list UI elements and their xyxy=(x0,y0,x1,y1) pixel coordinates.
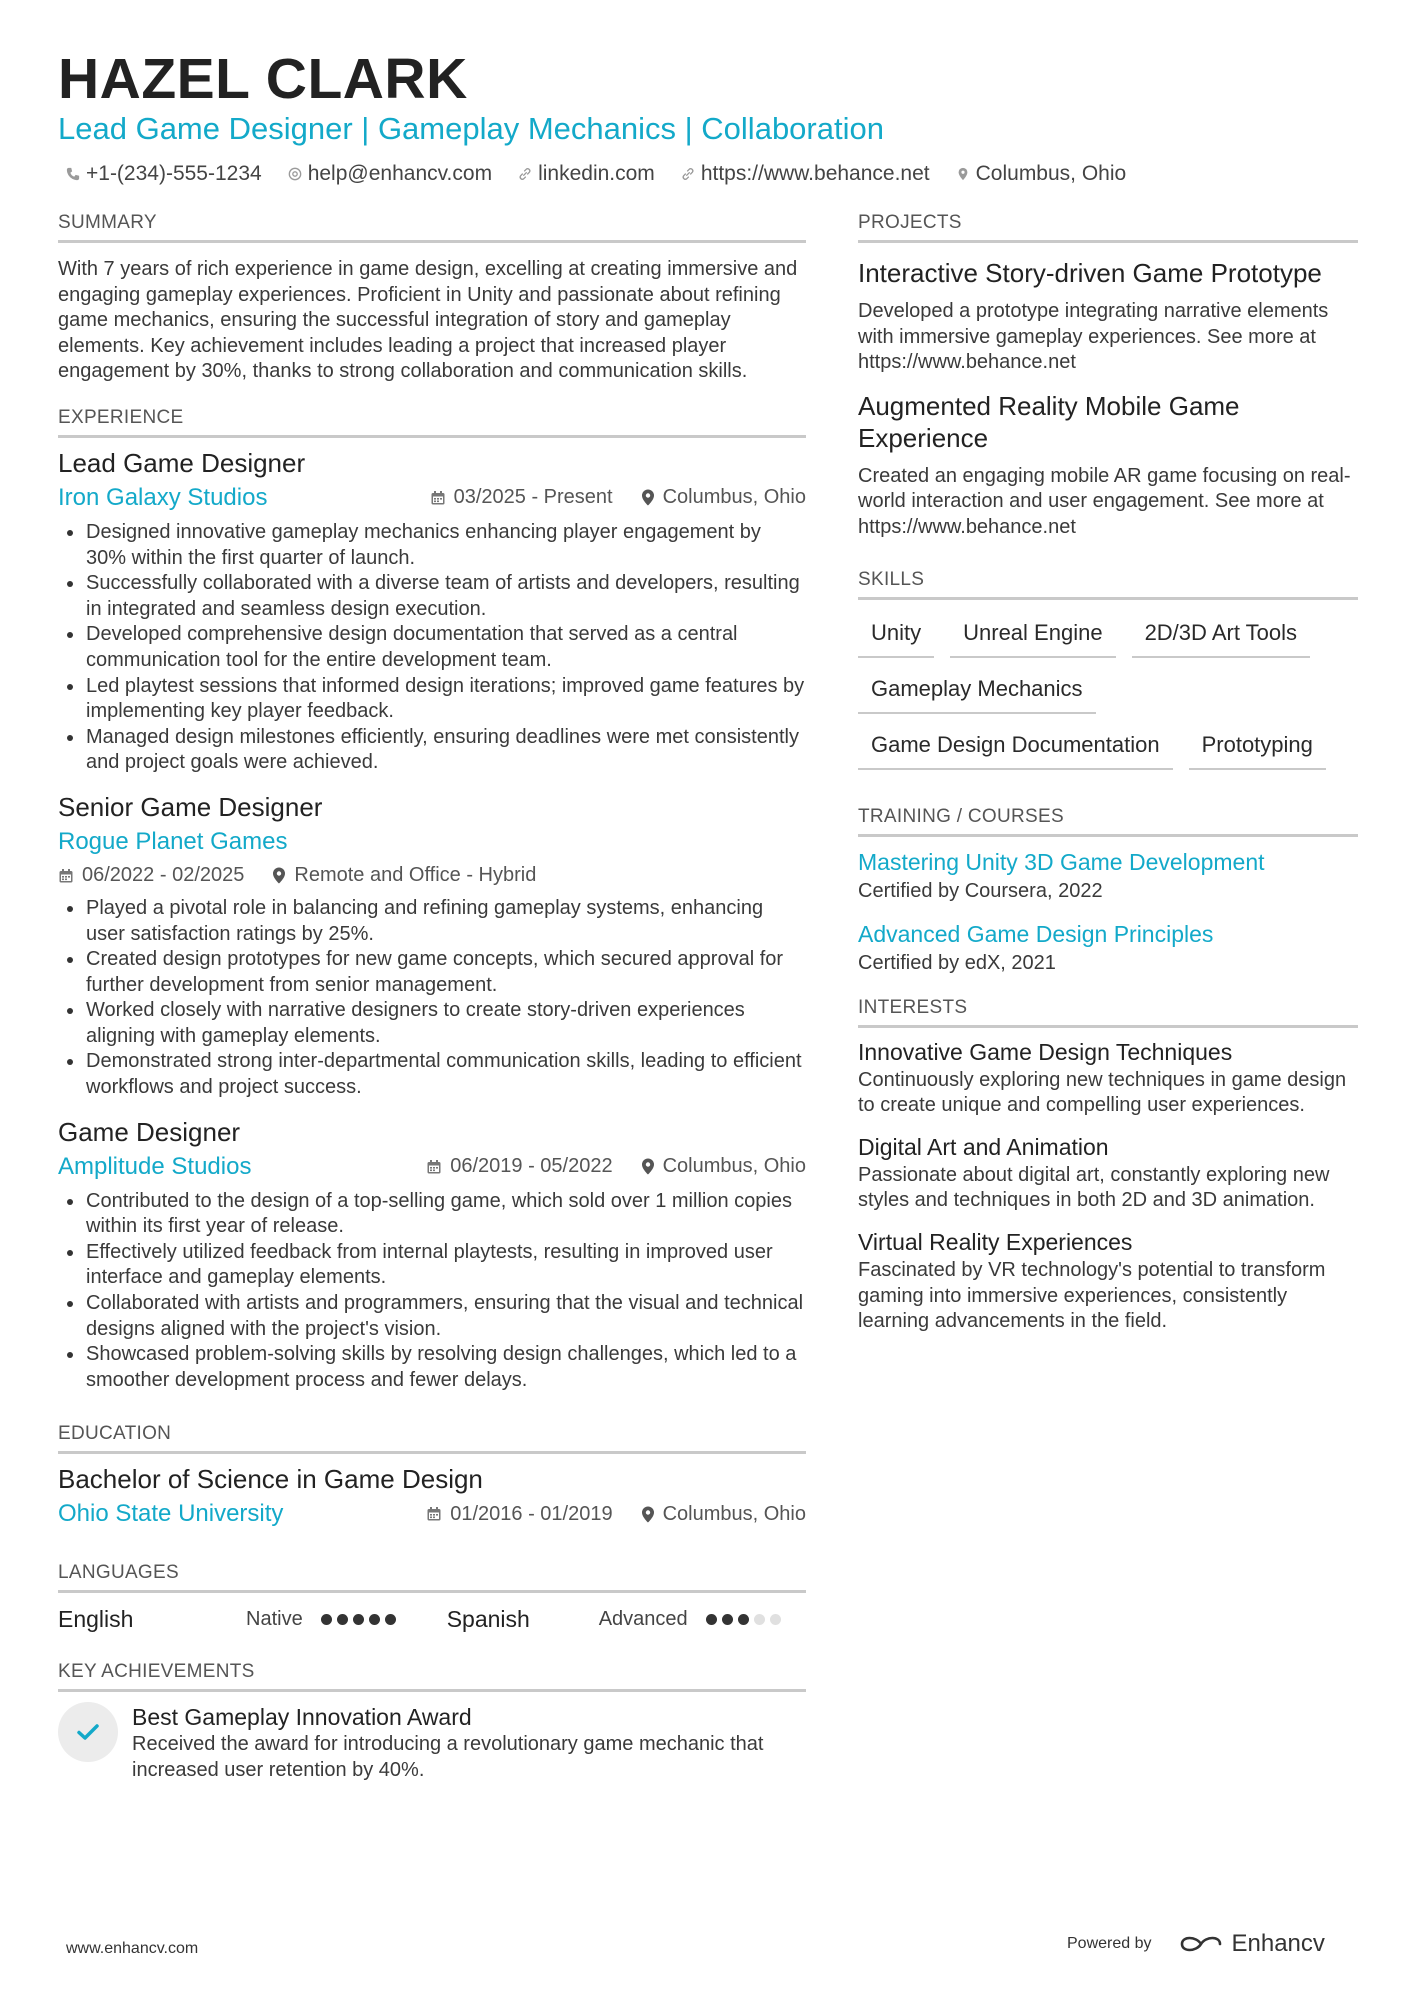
language-level: Advanced xyxy=(598,1607,688,1630)
contact-linkedin[interactable] xyxy=(518,162,655,186)
contact-phone-text: +1-(234)-555-1234 xyxy=(86,162,262,185)
job-location-text: Columbus, Ohio xyxy=(662,486,806,509)
job-role: Game Designer xyxy=(58,1116,241,1147)
experience-section xyxy=(58,407,806,1393)
skills-section xyxy=(858,569,1358,770)
job-meta-row xyxy=(58,1149,806,1185)
job-meta-row xyxy=(58,480,806,516)
job-bullet: Played a pivotal role in balancing and refining gameplay systems, enhancing user satisfaction ratings by 25%. xyxy=(58,896,806,947)
contact-phone[interactable] xyxy=(66,162,262,186)
footer-branding xyxy=(1067,1930,1325,1958)
job-location xyxy=(641,486,806,509)
rating-dot xyxy=(385,1614,396,1625)
job-location-text: Remote and Office - Hybrid xyxy=(294,864,537,887)
experience-heading: EXPERIENCE xyxy=(58,407,806,438)
education-dates xyxy=(426,1503,612,1526)
skill-tag: Game Design Documentation xyxy=(858,726,1173,770)
job-bullet: Managed design milestones efficiently, ensuring deadlines were met consistently and project goals were achieved. xyxy=(58,725,806,776)
project-item xyxy=(858,257,1358,376)
job-bullet: Successfully collaborated with a diverse team of artists and developers, resulting in integrated and seamless design execution. xyxy=(58,571,806,622)
location-icon xyxy=(272,867,286,884)
course-item xyxy=(858,919,1358,977)
course-provider: Certified by Coursera, 2022 xyxy=(858,879,1103,902)
contact-location-text: Columbus, Ohio xyxy=(975,162,1127,185)
contact-behance[interactable] xyxy=(681,162,930,186)
location-icon xyxy=(956,167,970,181)
location-icon xyxy=(641,489,655,506)
languages-row xyxy=(58,1599,806,1639)
rating-dot xyxy=(353,1614,364,1625)
right-column xyxy=(858,212,1358,1335)
job-bullet: Worked closely with narrative designers to create story-driven experiences aligning with gameplay elements. xyxy=(58,998,806,1049)
course-title: Advanced Game Design Principles xyxy=(858,920,1214,947)
rating-dot xyxy=(706,1614,717,1625)
contact-bar xyxy=(66,162,1126,186)
interest-title: Innovative Game Design Techniques xyxy=(858,1038,1233,1065)
job-meta xyxy=(58,864,536,887)
skill-tag: Gameplay Mechanics xyxy=(858,670,1096,714)
achievement-item xyxy=(58,1702,806,1783)
education-dates-text: 01/2016 - 01/2019 xyxy=(450,1502,613,1525)
candidate-tagline: Lead Game Designer | Gameplay Mechanics | Collaboration xyxy=(58,111,884,146)
skills-list xyxy=(858,614,1358,770)
job-meta xyxy=(426,1155,806,1178)
job-bullet: Designed innovative gameplay mechanics enhancing player engagement by 30% within the first quarter of launch. xyxy=(58,520,806,571)
job-bullet: Contributed to the design of a top-selling game, which sold over 1 million copies within its first year of release. xyxy=(58,1189,806,1240)
candidate-name: HAZEL CLARK xyxy=(58,47,468,111)
achievement-body xyxy=(132,1702,806,1783)
project-text: Developed a prototype integrating narrative elements with immersive gameplay experiences. See more at https://www.behance.net xyxy=(858,300,1329,374)
interest-title: Virtual Reality Experiences xyxy=(858,1228,1133,1255)
enhancv-logo-text: Enhancv xyxy=(1231,1930,1325,1957)
rating-dot xyxy=(770,1614,781,1625)
education-school: Ohio State University xyxy=(58,1500,284,1528)
rating-dot xyxy=(337,1614,348,1625)
language-name: English xyxy=(58,1605,134,1632)
training-section xyxy=(858,806,1358,977)
skill-tag: Unity xyxy=(858,614,934,658)
calendar-icon xyxy=(426,1159,442,1175)
education-meta-row xyxy=(58,1496,806,1532)
checkmark-icon xyxy=(58,1702,118,1762)
achievement-title: Best Gameplay Innovation Award xyxy=(132,1704,472,1731)
rating-dot xyxy=(321,1614,332,1625)
phone-icon xyxy=(66,167,80,181)
interest-item xyxy=(858,1036,1358,1119)
interest-text: Passionate about digital art, constantly exploring new styles and techniques in both 2D and 3D animation. xyxy=(858,1163,1330,1212)
project-title: Interactive Story-driven Game Prototype xyxy=(858,258,1322,288)
contact-behance-text: https://www.behance.net xyxy=(700,162,930,185)
education-location-text: Columbus, Ohio xyxy=(662,1502,806,1525)
skill-tag: Unreal Engine xyxy=(950,614,1115,658)
job-bullets xyxy=(58,1189,806,1394)
course-title: Mastering Unity 3D Game Development xyxy=(858,848,1265,875)
rating-dot xyxy=(369,1614,380,1625)
job-bullet: Created design prototypes for new game concepts, which secured approval for further development from senior management. xyxy=(58,947,806,998)
language-rating xyxy=(706,1614,786,1625)
achievements-heading: KEY ACHIEVEMENTS xyxy=(58,1661,806,1692)
contact-email[interactable] xyxy=(288,162,492,186)
interest-item xyxy=(858,1226,1358,1335)
job-bullet: Effectively utilized feedback from internal playtests, resulting in improved user interface and gameplay elements. xyxy=(58,1240,806,1291)
enhancv-logo[interactable] xyxy=(1178,1930,1325,1958)
at-icon xyxy=(288,167,302,181)
projects-heading: PROJECTS xyxy=(858,212,1358,243)
footer-website[interactable]: www.enhancv.com xyxy=(66,1940,199,1957)
job-location xyxy=(641,1155,806,1178)
job-meta-row xyxy=(58,860,806,892)
skill-tag: 2D/3D Art Tools xyxy=(1132,614,1310,658)
education-section xyxy=(58,1423,806,1532)
language-name: Spanish xyxy=(446,1605,530,1632)
job-dates-text: 06/2022 - 02/2025 xyxy=(82,864,245,887)
skill-tag: Prototyping xyxy=(1189,726,1326,770)
job-meta xyxy=(430,486,806,509)
language-level: Native xyxy=(246,1607,303,1630)
summary-text: With 7 years of rich experience in game design, excelling at creating immersive and engaging gameplay experiences. Proficient in Unity and passionate about refining game mechanics, ensuring the successful integration of story and gameplay elements. Key achievement includes leading a project that increased player engagement by 30%, thanks to strong collaboration and communication skills. xyxy=(58,258,798,383)
achievements-section xyxy=(58,1661,806,1783)
project-item xyxy=(858,390,1358,541)
contact-location xyxy=(956,162,1127,186)
achievement-text: Received the award for introducing a revolutionary game mechanic that increased user retention by 40%. xyxy=(132,1733,764,1781)
skills-heading: SKILLS xyxy=(858,569,1358,600)
language-rating xyxy=(321,1614,447,1625)
rating-dot xyxy=(722,1614,733,1625)
job-location-text: Columbus, Ohio xyxy=(662,1155,806,1178)
rating-dot xyxy=(754,1614,765,1625)
job-company: Iron Galaxy Studios xyxy=(58,483,268,511)
course-item xyxy=(858,847,1358,905)
education-location xyxy=(641,1503,806,1526)
interest-text: Continuously exploring new techniques in game design to create unique and compelling user experiences. xyxy=(858,1068,1347,1117)
location-icon xyxy=(641,1158,655,1175)
job-role: Lead Game Designer xyxy=(58,447,306,478)
experience-item xyxy=(58,446,806,776)
job-bullet: Collaborated with artists and programmers, ensuring that the visual and technical designs aligned with the project's vision. xyxy=(58,1291,806,1342)
job-bullets xyxy=(58,520,806,776)
job-dates-text: 06/2019 - 05/2022 xyxy=(450,1155,613,1178)
job-bullets xyxy=(58,896,806,1101)
summary-heading: SUMMARY xyxy=(58,212,806,243)
calendar-icon xyxy=(430,490,446,506)
link-icon xyxy=(518,167,532,181)
experience-item xyxy=(58,790,806,1101)
calendar-icon xyxy=(426,1506,442,1522)
calendar-icon xyxy=(58,868,74,884)
interest-text: Fascinated by VR technology's potential to transform gaming into immersive experiences, consistently learning advancements in the field. xyxy=(858,1258,1326,1333)
contact-email-text: help@enhancv.com xyxy=(307,162,493,185)
job-bullet: Developed comprehensive design documentation that served as a central communication tool for the entire development team. xyxy=(58,622,806,673)
job-dates xyxy=(426,1155,612,1178)
project-text: Created an engaging mobile AR game focusing on real-world interaction and user engagement. See more at https://www.behance.net xyxy=(858,464,1351,538)
job-dates xyxy=(430,486,613,509)
job-company: Amplitude Studios xyxy=(58,1152,252,1180)
job-bullet: Showcased problem-solving skills by resolving design challenges, which led to a smoother development process and fewer delays. xyxy=(58,1342,806,1393)
powered-by-label: Powered by xyxy=(1067,1935,1152,1952)
education-heading: EDUCATION xyxy=(58,1423,806,1454)
experience-item xyxy=(58,1115,806,1394)
training-heading: TRAINING / COURSES xyxy=(858,806,1358,837)
project-title: Augmented Reality Mobile Game Experience xyxy=(858,390,1240,453)
job-bullet: Led playtest sessions that informed design iterations; improved game features by implementing key player feedback. xyxy=(58,674,806,725)
languages-section xyxy=(58,1562,806,1639)
rating-dot xyxy=(738,1614,749,1625)
job-role: Senior Game Designer xyxy=(58,791,323,822)
job-dates-text: 03/2025 - Present xyxy=(453,486,613,509)
job-company: Rogue Planet Games xyxy=(58,827,288,855)
course-provider: Certified by edX, 2021 xyxy=(858,951,1056,974)
education-degree: Bachelor of Science in Game Design xyxy=(58,1464,483,1495)
enhancv-logo-icon xyxy=(1178,1932,1224,1956)
job-bullet: Demonstrated strong inter-departmental communication skills, leading to efficient workflows and project success. xyxy=(58,1049,806,1100)
job-dates xyxy=(58,864,244,887)
link-icon xyxy=(681,167,695,181)
interests-section xyxy=(858,997,1358,1335)
interests-heading: INTERESTS xyxy=(858,997,1358,1028)
left-column xyxy=(58,212,806,1784)
projects-section xyxy=(858,212,1358,541)
languages-heading: LANGUAGES xyxy=(58,1562,806,1593)
job-company-row xyxy=(58,824,806,860)
job-location xyxy=(272,864,536,887)
interest-item xyxy=(858,1131,1358,1214)
contact-linkedin-text: linkedin.com xyxy=(538,162,655,185)
interest-title: Digital Art and Animation xyxy=(858,1133,1109,1160)
location-icon xyxy=(641,1506,655,1523)
education-meta xyxy=(426,1503,806,1526)
summary-section xyxy=(58,212,806,385)
